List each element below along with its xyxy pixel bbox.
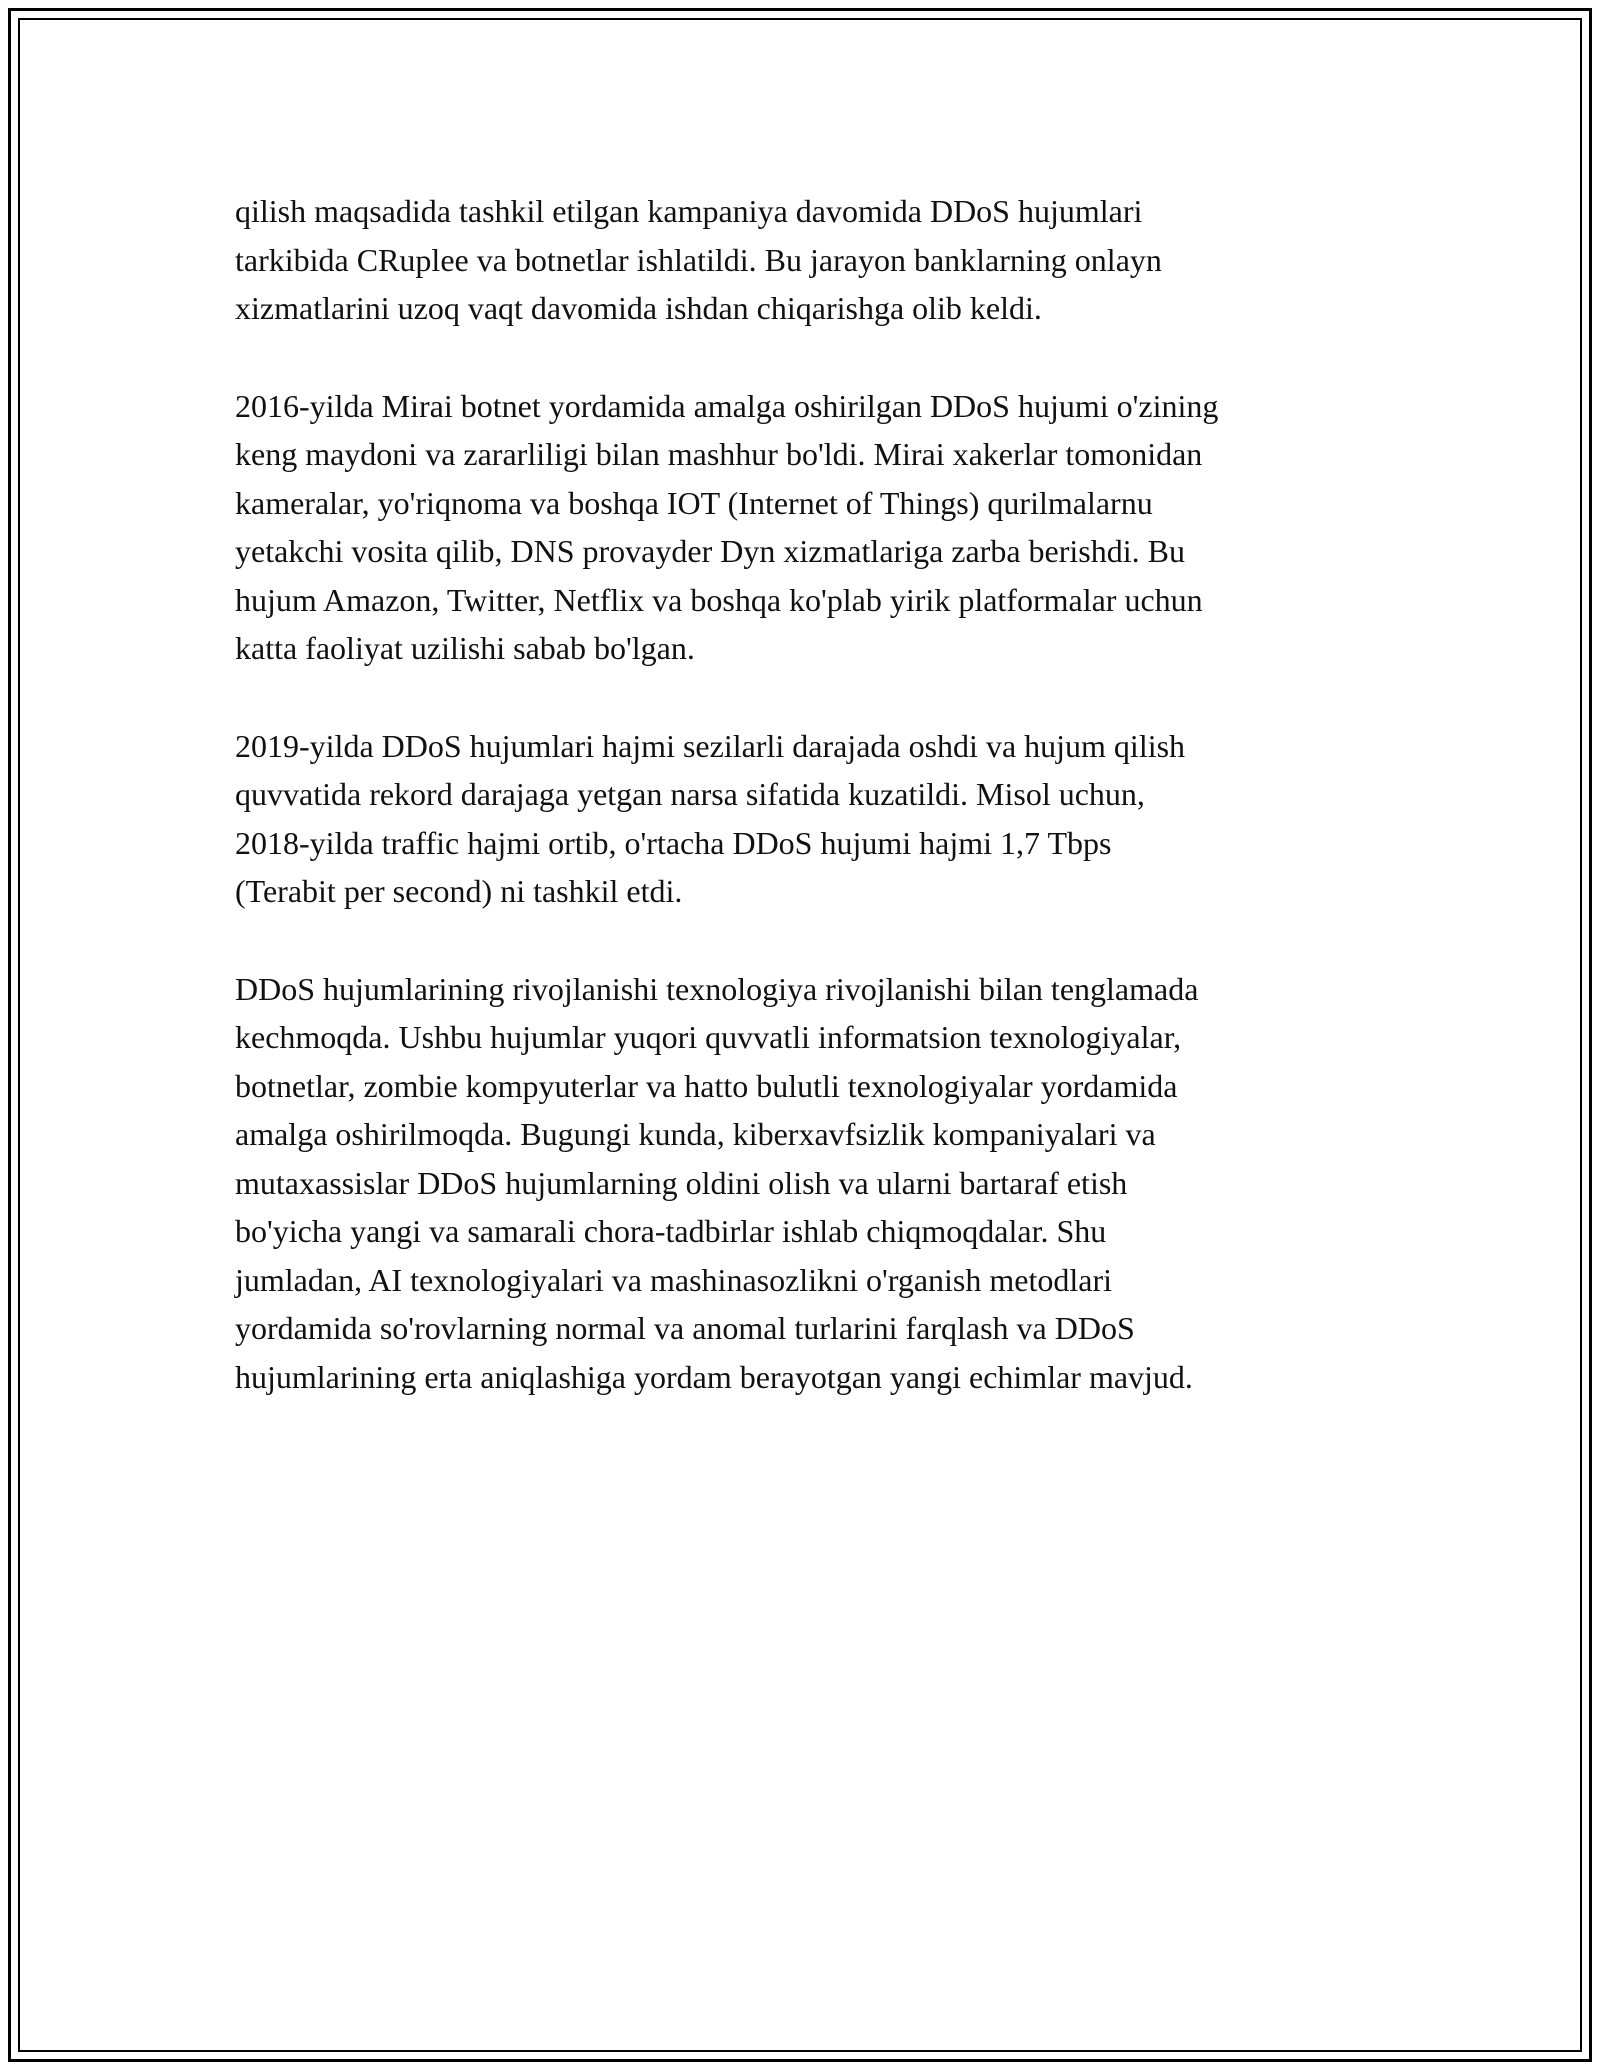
paragraph-mirai-botnet: 2016-yilda Mirai botnet yordamida amalga oshirilgan DDoS hujumi o'zining keng maydoni va zararliligi bilan mashhur bo'ldi. Mirai xakerlar tomonidan kameralar, yo'riqnoma va boshqa IOT (Internet of Things) qurilmalarnu yetakchi vosita qilib, DNS provayder Dyn xizmatlariga zarba berishdi. Bu hujum Amazon, Twitter, Netflix va boshqa ko'plab yirik platformalar uchun katta faoliyat uzilishi sabab bo'lgan. [235,387,1219,666]
paragraph-ddos-evolution: DDoS hujumlarining rivojlanishi texnologiya rivojlanishi bilan tenglamada kechmoqda. Ushbu hujumlar yuqori quvvatli informatsion texnologiyalar, botnetlar, zombie kompyuterlar va hatto bulutli texnologiyalar yordamida amalga oshirilmoqda. Bugungi kunda, kiberxavfsizlik kompaniyalari va mutaxassislar DDoS hujumlarning oldini olish va ularni bartaraf etish bo'yicha yangi va samarali chora-tadbirlar ishlab chiqmoqdalar. Shu jumladan, AI texnologiyalari va mashinasozlikni o'rganish metodlari yordamida so'rovlarning normal va anomal turlarini farqlash va DDoS hujumlarining erta aniqlashiga yordam berayotgan yangi echimlar mavjud. [235,970,1199,1395]
paragraph-ddos-campaign: qilish maqsadida tashkil etilgan kampaniya davomida DDoS hujumlari tarkibida CRuplee va botnetlar ishlatildi. Bu jarayon banklarning onlayn xizmatlarini uzoq vaqt davomida ishdan chiqarishga olib keldi. [235,193,1162,326]
paragraph-2019-attacks: 2019-yilda DDoS hujumlari hajmi sezilarli darajada oshdi va hujum qilish quvvatida rekord darajaga yetgan narsa sifatida kuzatildi. Misol uchun, 2018-yilda traffic hajmi ortib, o'rtacha DDoS hujumi hajmi 1,7 Tbps (Terabit per second) ni tashkil etdi. [235,727,1186,909]
document-body [235,187,1385,1450]
